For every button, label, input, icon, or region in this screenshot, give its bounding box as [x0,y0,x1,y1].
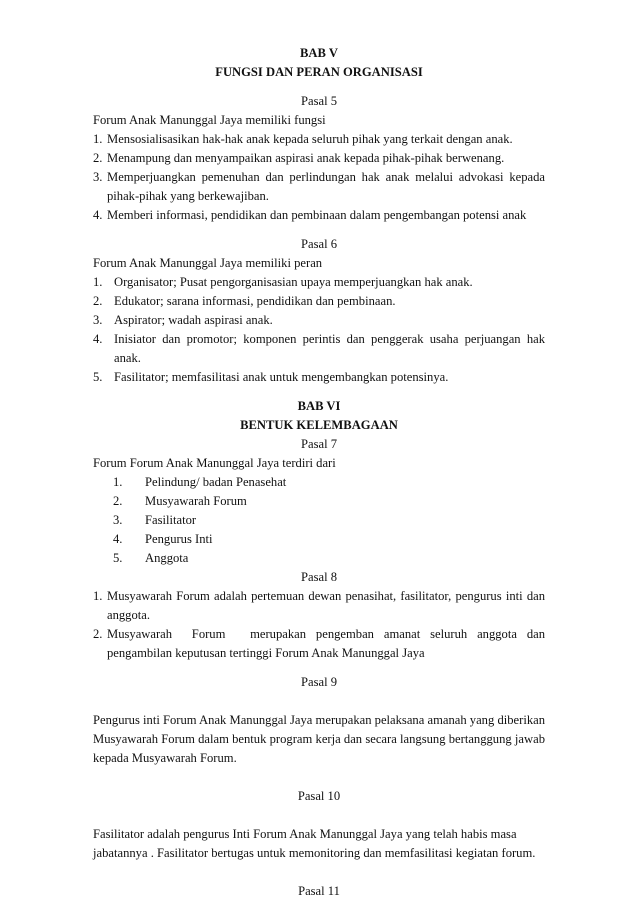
pasal7-intro: Forum Forum Anak Manunggal Jaya terdiri dari [93,456,336,470]
pasal9-heading: Pasal 9 [300,675,338,689]
pasal5-heading: Pasal 5 [300,94,338,108]
list-item [93,492,545,511]
bab6-title: BAB VI [297,399,341,413]
list-number: 2. [93,151,103,165]
list-text: Fasilitator; memfasilitasi anak untuk mengembangkan potensinya. [114,370,449,384]
list-number: 5. [93,370,103,384]
pasal10-line: jabatannya . Fasilitator bertugas untuk memonitoring dan memfasilitasi kegiatan forum. [93,846,536,860]
list-number: 3. [93,313,103,327]
list-text: Inisiator dan promotor; komponen perintis dan penggerak usaha perjuangan hak [114,332,545,346]
list-item [93,530,545,549]
list-text-continued: pihak-pihak yang berkewajiban. [107,189,269,203]
list-item [93,273,545,292]
pasal11-heading: Pasal 11 [298,884,340,898]
list-number: 5. [113,551,123,565]
pasal10-line: Fasilitator adalah pengurus Inti Forum Anak Manunggal Jaya yang telah habis masa [93,827,517,841]
list-item [93,368,545,387]
list-number: 4. [113,532,123,546]
list-number: 2. [93,294,103,308]
list-text: Musyawarah Forum merupakan pengemban amanat seluruh anggota dan [107,627,545,641]
list-text: Memberi informasi, pendidikan dan pembinaan dalam pengembangan potensi anak [107,208,527,222]
list-text: Organisator; Pusat pengorganisasian upaya memperjuangkan hak anak. [114,275,473,289]
pasal10-heading: Pasal 10 [297,789,341,803]
list-item [93,311,545,330]
pasal5-list [93,130,545,225]
pasal7-list [93,473,545,568]
list-text: Pengurus Inti [145,532,213,546]
list-text-continued: anak. [114,351,141,365]
pasal5-intro: Forum Anak Manunggal Jaya memiliki fungsi [93,113,326,127]
list-number: 2. [93,627,103,641]
list-item [93,149,545,168]
list-item [93,130,545,149]
pasal9-line: kepada Musyawarah Forum. [93,751,237,765]
pasal8-list [93,587,545,663]
bab6-subtitle: BENTUK KELEMBAGAAN [240,418,398,432]
list-number: 1. [93,275,103,289]
list-item [93,625,545,663]
list-item [93,511,545,530]
document-content [93,44,545,901]
list-text-continued: pengambilan keputusan tertinggi Forum Anak Manunggal Jaya [107,646,425,660]
list-text: Mensosialisasikan hak-hak anak kepada seluruh pihak yang terkait dengan anak. [107,132,513,146]
list-text: Fasilitator [145,513,197,527]
list-text: Anggota [145,551,189,565]
list-number: 1. [113,475,123,489]
list-item [93,292,545,311]
list-item [93,330,545,368]
list-number: 1. [93,132,103,146]
list-text: Musyawarah Forum [145,494,247,508]
pasal9-line: Musyawarah Forum dalam bentuk program kerja dan secara langsung bertanggung jawab [93,732,545,746]
pasal6-intro: Forum Anak Manunggal Jaya memiliki peran [93,256,323,270]
list-number: 1. [93,589,103,603]
pasal9-line: Pengurus inti Forum Anak Manunggal Jaya merupakan pelaksana amanah yang diberikan [93,713,545,727]
list-text: Memperjuangkan pemenuhan dan perlindungan hak anak melalui advokasi kepada [107,170,545,184]
list-number: 3. [93,170,103,184]
list-number: 4. [93,208,103,222]
list-text-continued: anggota. [107,608,151,622]
list-text: Edukator; sarana informasi, pendidikan dan pembinaan. [114,294,396,308]
list-number: 3. [113,513,123,527]
bab5-title: BAB V [300,46,338,60]
pasal6-list [93,273,545,387]
list-item [93,587,545,625]
list-item [93,549,545,568]
list-item [93,168,545,206]
list-text: Pelindung/ badan Penasehat [145,475,287,489]
pasal6-heading: Pasal 6 [300,237,338,251]
list-number: 2. [113,494,123,508]
pasal8-heading: Pasal 8 [300,570,338,584]
list-item [93,206,545,225]
list-text: Musyawarah Forum adalah pertemuan dewan penasihat, fasilitator, pengurus inti dan [107,589,545,603]
list-number: 4. [93,332,103,346]
bab5-subtitle: FUNGSI DAN PERAN ORGANISASI [215,65,423,79]
list-item [93,473,545,492]
list-text: Menampung dan menyampaikan aspirasi anak kepada pihak-pihak berwenang. [107,151,505,165]
list-text: Aspirator; wadah aspirasi anak. [114,313,273,327]
pasal7-heading: Pasal 7 [300,437,338,451]
